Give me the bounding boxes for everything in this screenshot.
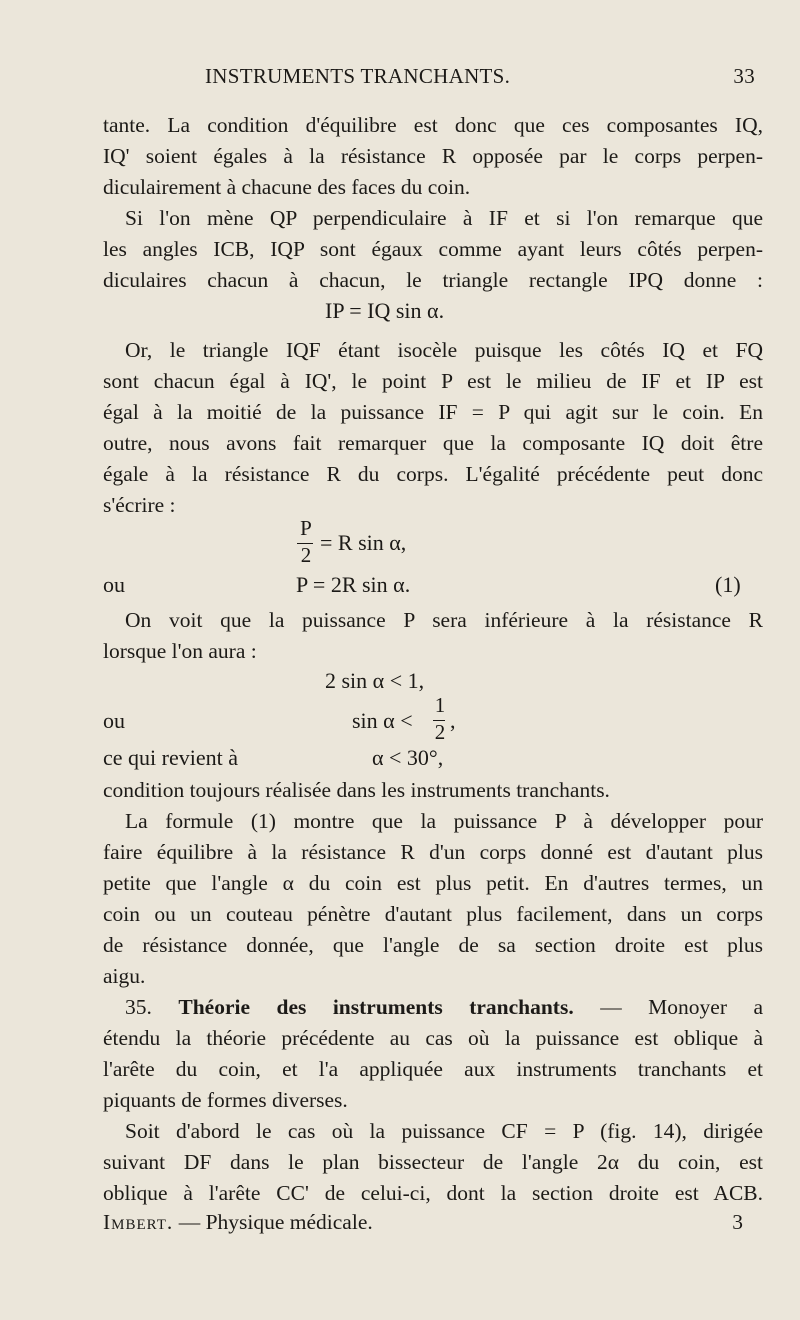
text-line: étendu la théorie précédente au cas où la puissance est oblique à <box>103 1026 763 1050</box>
text-ce-qui-revient: ce qui revient à <box>103 745 238 770</box>
section-heading-line <box>103 993 763 1021</box>
text-line: Or, le triangle IQF étant isocèle puisque les côtés IQ et FQ <box>125 338 763 362</box>
text-line: tante. La condition d'équilibre est donc que ces composantes IQ, <box>103 113 763 137</box>
section-number: 35. <box>125 995 152 1019</box>
inequality-2sin: 2 sin α < 1, <box>325 668 425 693</box>
equation-ip: IP = IQ sin α. <box>325 298 445 323</box>
page-number: 33 <box>733 64 755 88</box>
equation-label-1: (1) <box>715 572 741 597</box>
text-line: Soit d'abord le cas où la puissance CF = P (fig. 14), dirigée <box>125 1119 763 1143</box>
text-line: piquants de formes diverses. <box>103 1088 348 1112</box>
fraction-denominator-2: 2 <box>434 720 446 744</box>
text-line: oblique à l'arête CC' de celui-ci, dont la section droite est ACB. <box>103 1181 763 1205</box>
text-line: La formule (1) montre que la puissance P à développer pour <box>125 809 763 833</box>
running-title: INSTRUMENTS TRANCHANTS. <box>205 64 511 88</box>
text-line: égale à la résistance R du corps. L'égalité précédente peut donc <box>103 462 763 486</box>
text-line: Si l'on mène QP perpendiculaire à IF et si l'on remarque que <box>125 206 763 230</box>
page-footer <box>103 1208 763 1236</box>
signature-mark: 3 <box>732 1210 743 1234</box>
footer-title: — Physique médicale. <box>178 1210 373 1234</box>
inequality-comma: , <box>450 708 456 733</box>
section-rest: — Monoyer a <box>600 995 764 1019</box>
text-line: IQ' soient égales à la résistance R opposée par le corps perpen- <box>103 144 763 168</box>
fraction-denominator-2: 2 <box>300 543 312 567</box>
text-line: suivant DF dans le plan bissecteur de l'angle 2α du coin, est <box>103 1150 763 1174</box>
text-line: aigu. <box>103 964 146 988</box>
conjunction-ou: ou <box>103 708 125 733</box>
fraction-numerator-1: 1 <box>434 693 446 717</box>
text-line: diculaires chacun à chacun, le triangle rectangle IPQ donne : <box>103 268 763 292</box>
text-line: s'écrire : <box>103 493 176 517</box>
text-line: diculairement à chacune des faces du coin. <box>103 175 471 199</box>
fraction-numerator-p: P <box>300 516 312 540</box>
inequality-alpha: α < 30°, <box>372 745 444 770</box>
text-line: de résistance donnée, que l'angle de sa section droite est plus <box>103 933 763 957</box>
text-line: coin ou un couteau pénètre d'autant plus facilement, dans un corps <box>103 902 763 926</box>
footer-author: Imbert. <box>103 1210 174 1234</box>
text-line: égal à la moitié de la puissance IF = P qui agit sur le coin. En <box>103 400 763 424</box>
text-line: faire équilibre à la résistance R d'un corps donné est d'autant plus <box>103 840 763 864</box>
text-line: les angles ICB, IQP sont égaux comme ayant leurs côtés perpen- <box>103 237 763 261</box>
text-line: condition toujours réalisée dans les instruments tranchants. <box>103 778 610 802</box>
text-line: outre, nous avons fait remarquer que la composante IQ doit être <box>103 431 763 455</box>
section-title: Théorie des instruments tranchants. <box>178 995 574 1019</box>
conjunction-ou: ou <box>103 572 125 597</box>
text-line: On voit que la puissance P sera inférieure à la résistance R <box>125 608 763 632</box>
equation-1: P = 2R sin α. <box>296 572 411 597</box>
text-line: l'arête du coin, et l'a appliquée aux instruments tranchants et <box>103 1057 763 1081</box>
text-line: lorsque l'on aura : <box>103 639 257 663</box>
text-line: sont chacun égal à IQ', le point P est le milieu de IF et IP est <box>103 369 763 393</box>
text-line: petite que l'angle α du coin est plus petit. En d'autres termes, un <box>103 871 763 895</box>
equation-r-sin: = R sin α, <box>320 530 407 555</box>
inequality-sin-lhs: sin α < <box>352 708 413 733</box>
